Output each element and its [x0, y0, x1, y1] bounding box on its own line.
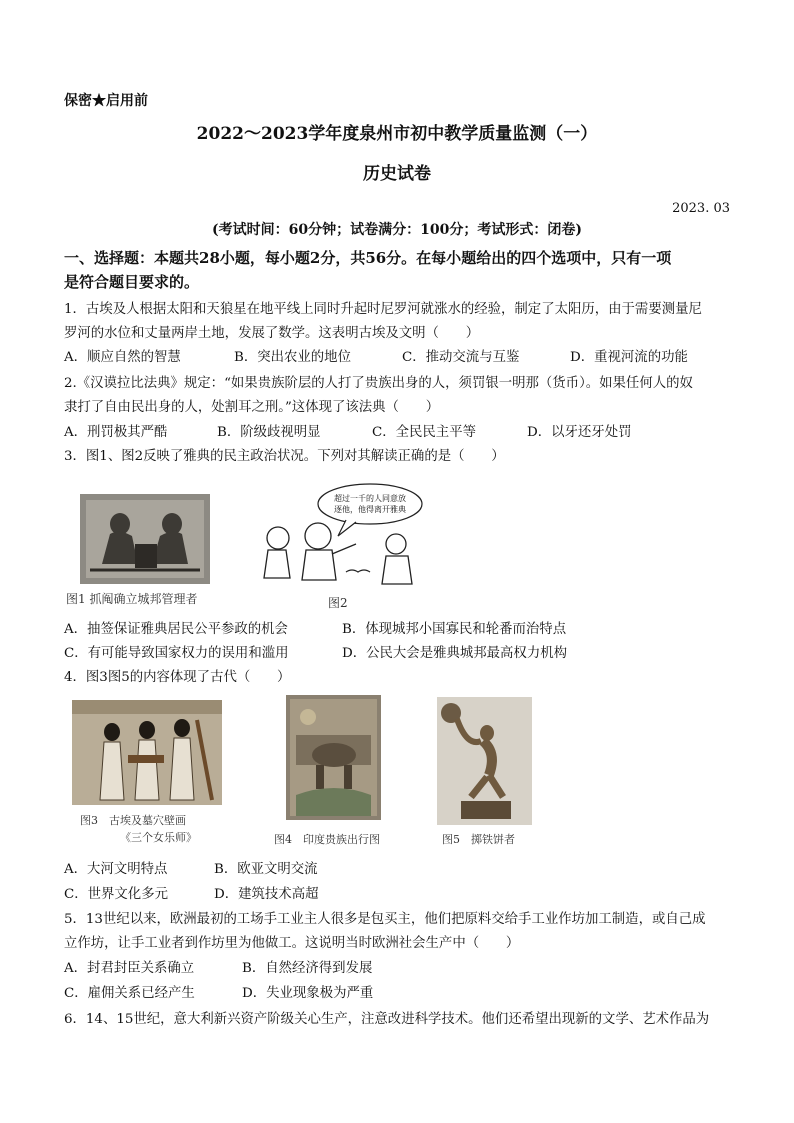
q4-option-b[interactable]: B．欧亚文明交流 [214, 862, 318, 877]
fig3-caption-line2: 《三个女乐师》 [120, 831, 197, 844]
q3-option-a[interactable]: A．抽签保证雅典居民公平参政的机会 [64, 622, 288, 637]
q2-options [64, 423, 631, 443]
q2-stem-line2: 隶打了自由民出身的人，处割耳之刑。”这体现了该法典（ ） [64, 400, 440, 415]
q3-options-row1 [64, 620, 566, 640]
q3-option-b[interactable]: B．体现城邦小国寡民和轮番而治特点 [342, 622, 567, 637]
section-heading-line1: 一、选择题：本题共28小题，每小题2分，共56分。在每小题给出的四个选项中，只有一项 [64, 249, 672, 267]
exam-date: 2023. 03 [672, 201, 730, 216]
exam-info: (考试时间：60分钟；试卷满分：100分；考试形式：闭卷) [212, 222, 582, 238]
q2-stem-line1: 2.《汉谟拉比法典》规定：“如果贵族阶层的人打了贵族出身的人，须罚银一明那（货币）。如果任何人的奴 [64, 376, 693, 391]
fig3-caption-line1: 图3 古埃及墓穴壁画 [80, 814, 186, 827]
fig1-vase-image [80, 494, 210, 584]
q1-option-c[interactable]: C．推动交流与互鉴 [402, 350, 520, 365]
fig4-caption: 图4 印度贵族出行图 [274, 833, 380, 846]
q1-stem-line2: 罗河的水位和丈量两岸土地，发展了数学。这表明古埃及文明（ ） [64, 326, 480, 341]
confidential-label: 保密★启用前 [64, 93, 148, 109]
exam-subject: 历史试卷 [363, 164, 431, 184]
q2-option-c[interactable]: C．全民民主平等 [372, 425, 476, 440]
q3-option-d[interactable]: D．公民大会是雅典城邦最高权力机构 [342, 646, 567, 661]
q3-options-row2 [64, 644, 567, 664]
q5-option-c[interactable]: C．雇佣关系已经产生 [64, 986, 195, 1001]
q4-option-c[interactable]: C．世界文化多元 [64, 887, 168, 902]
fig3-mural-image [72, 700, 222, 805]
q5-stem-line1: 5．13世纪以来，欧洲最初的工场手工业主人很多是包买主，他们把原料交给手工业作坊加工制造，或自己成 [64, 912, 706, 927]
q2-option-d[interactable]: D．以牙还牙处罚 [527, 425, 632, 440]
section-heading-line2: 是符合题目要求的。 [64, 273, 200, 291]
q2-option-b[interactable]: B．阶级歧视明显 [217, 425, 321, 440]
q1-stem-line1: 1．古埃及人根据太阳和天狼星在地平线上同时升起时尼罗河就涨水的经验，制定了太阳历，由于需要测量尼 [64, 302, 702, 317]
fig2-bubble-text-2: 逐他，他得离开雅典 [334, 505, 406, 514]
fig4-painting-image [286, 695, 381, 820]
q4-option-d[interactable]: D．建筑技术高超 [214, 887, 319, 902]
q1-option-b[interactable]: B．突出农业的地位 [234, 350, 351, 365]
q6-stem-line1: 6．14、15世纪，意大利新兴资产阶级关心生产，注意改进科学技术。他们还希望出现新的文学、艺术作品为 [64, 1012, 710, 1027]
fig2-caption: 图2 [328, 596, 348, 610]
fig1-caption: 图1 抓阄确立城邦管理者 [66, 592, 198, 606]
q5-option-b[interactable]: B．自然经济得到发展 [242, 961, 373, 976]
q4-options-row2 [64, 885, 318, 905]
fig5-statue-image [437, 697, 532, 825]
q5-option-d[interactable]: D．失业现象极为严重 [242, 986, 374, 1001]
q5-option-a[interactable]: A．封君封臣关系确立 [64, 961, 195, 976]
q4-stem: 4．图3图5的内容体现了古代（ ） [64, 670, 291, 685]
q4-options-row1 [64, 860, 318, 880]
q4-option-a[interactable]: A．大河文明特点 [64, 862, 168, 877]
exam-title: 2022～2023学年度泉州市初中教学质量监测（一） [196, 124, 598, 144]
q1-option-d[interactable]: D．重视河流的功能 [570, 350, 688, 365]
q5-options-row2 [64, 984, 373, 1004]
fig2-cartoon-image [246, 480, 426, 590]
q5-stem-line2: 立作坊，让手工业者到作坊里为他做工。这说明当时欧洲社会生产中（ ） [64, 936, 520, 951]
q2-option-a[interactable]: A．刑罚极其严酷 [64, 425, 168, 440]
q1-option-a[interactable]: A．顺应自然的智慧 [64, 350, 181, 365]
q3-option-c[interactable]: C．有可能导致国家权力的误用和滥用 [64, 646, 289, 661]
fig5-caption: 图5 掷铁饼者 [442, 833, 515, 846]
q1-options [64, 348, 688, 368]
q5-options-row1 [64, 959, 372, 979]
fig2-bubble-text-1: 超过一千的人同意放 [334, 494, 406, 503]
q3-stem: 3．图1、图2反映了雅典的民主政治状况。下列对其解读正确的是（ ） [64, 449, 505, 464]
